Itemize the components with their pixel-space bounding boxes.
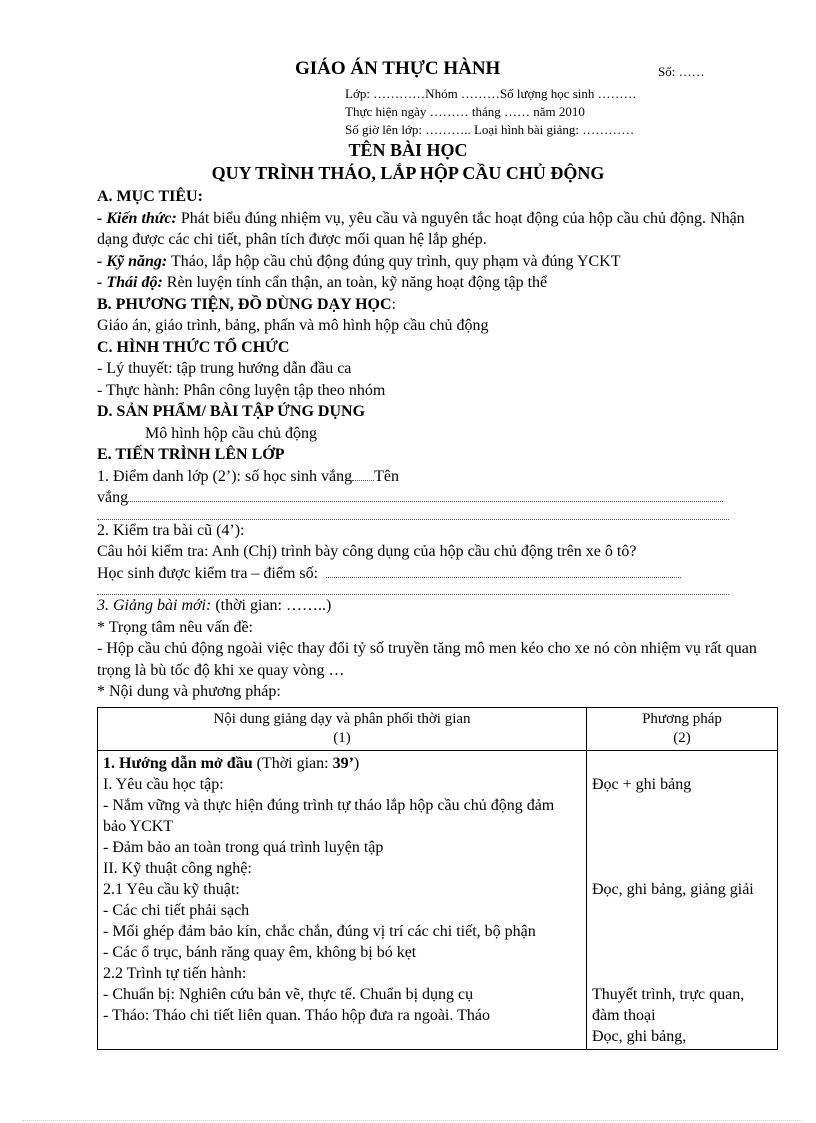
content-method-table: [97, 707, 778, 1050]
section-d-text: Mô hình hộp cầu chủ động: [145, 424, 317, 442]
content-line: - Các chi tiết phải sạch: [103, 902, 250, 919]
content-line: 2.2 Trình tự tiến hành:: [103, 965, 247, 982]
attendance-name-label: Tên: [374, 467, 399, 485]
section-d-title: D. SẢN PHẨM/ BÀI TẬP ỨNG DỤNG: [97, 403, 366, 420]
ky-nang-paragraph: [97, 251, 777, 273]
new-lesson-line: [97, 595, 777, 617]
content-line: I. Yêu cầu học tập:: [103, 776, 224, 793]
column-1-header: Nội dung giảng dạy và phân phối thời gian: [213, 711, 471, 727]
kien-thuc-label: - Kiến thức:: [97, 209, 177, 227]
column-2-header: Phương pháp: [642, 711, 722, 727]
method-entry: Đọc, ghi bảng, giảng giải: [592, 881, 754, 898]
content-line: - Nắm vững và thực hiện đúng trình tự tháo lắp hộp cầu chủ động đảm bảo YCKT: [103, 797, 555, 835]
dotted-line: [97, 509, 729, 520]
table-header-row: [98, 708, 778, 751]
absent-count-blank: [352, 470, 374, 481]
focus-title: * Trọng tâm nêu vấn đề:: [97, 618, 253, 636]
content-line: II. Kỹ thuật công nghệ:: [103, 860, 252, 877]
focus-text: - Hộp cầu chủ động ngoài việc thay đổi tỷ số truyền tăng mô men kéo cho xe nó còn nhiệm vụ rất quan trọng là bù tốc độ khi xe quay vòng …: [97, 640, 757, 679]
intro-title: [103, 753, 581, 774]
date-line: Thực hiện ngày ……… tháng …… năm 2010: [345, 104, 585, 119]
table-header-method: [587, 708, 778, 751]
section-b-title: B. PHƯƠNG TIỆN, ĐỒ DÙNG DẠY HỌC: [97, 295, 392, 313]
content-line: - Mối ghép đảm bảo kín, chắc chắn, đúng vị trí các chi tiết, bộ phận: [103, 923, 536, 940]
content-line: - Tháo: Tháo chi tiết liên quan. Tháo hộp đưa ra ngoài. Tháo: [103, 1007, 490, 1024]
kien-thuc-paragraph: [97, 208, 777, 251]
attendance-line: [97, 466, 777, 488]
method-entry: Đọc + ghi bảng: [592, 776, 692, 793]
method-entry: Đọc, ghi bảng,: [592, 1028, 687, 1045]
absent-label: vắng: [97, 489, 129, 506]
page-footer-divider: [22, 1120, 802, 1121]
old-lesson-check-title: 2. Kiểm tra bài cũ (4’):: [97, 521, 245, 539]
intro-close: ): [353, 755, 360, 772]
student-score-line: [97, 563, 777, 585]
check-question: Câu hỏi kiểm tra: Anh (Chị) trình bày công dụng của hộp cầu chủ động trên xe ô tô?: [97, 543, 637, 560]
absent-names-blank: [128, 491, 723, 502]
attendance-label: 1. Điểm danh lớp (2’): số học sinh vắng: [97, 467, 353, 485]
thai-do-paragraph: [97, 272, 777, 294]
section-a-title: A. MỤC TIÊU:: [97, 188, 203, 205]
lesson-number: Số: ……: [658, 64, 705, 79]
intro-title-rest: (Thời gian:: [252, 755, 333, 772]
section-b-text: Giáo án, giáo trình, bảng, phấn và mô hình hộp cầu chủ động: [97, 317, 489, 334]
dotted-line: [97, 584, 729, 595]
section-c-line-2: - Thực hành: Phân công luyện tập theo nhóm: [97, 381, 386, 399]
content-line: - Đảm bảo an toàn trong quá trình luyện tập: [103, 839, 384, 856]
thai-do-label: - Thái độ:: [97, 274, 163, 291]
content-line: - Chuẩn bị: Nghiên cứu bản vẽ, thực tế. Chuẩn bị dụng cụ: [103, 986, 474, 1003]
new-lesson-time: (thời gian: ……..): [211, 597, 332, 614]
table-row: [98, 751, 778, 1050]
lesson-name: QUY TRÌNH THÁO, LẮP HỘP CẦU CHỦ ĐỘNG: [211, 163, 605, 183]
content-method-title: * Nội dung và phương pháp:: [97, 683, 281, 700]
section-c-title: C. HÌNH THỨC TỔ CHỨC: [97, 338, 290, 356]
hours-line: Số giờ lên lớp: ……….. Loại hình bài giảng: …………: [345, 122, 635, 137]
content-cell: [98, 751, 587, 1050]
table-header-content: [98, 708, 587, 751]
method-entry: Thuyết trình, trực quan, đàm thoại: [592, 986, 745, 1024]
kien-thuc-text: Phát biểu đúng nhiệm vụ, yêu cầu và nguyên tắc hoạt động của hộp cầu chủ động. Nhận dạng được các chi tiết, phân tích được mối quan hệ lắp ghép.: [97, 209, 745, 248]
ky-nang-label: - Kỹ năng:: [97, 252, 168, 270]
intro-title-bold: 1. Hướng dẫn mở đầu: [103, 755, 253, 772]
class-info-line: Lớp: …………Nhóm ………Số lượng học sinh ………: [345, 86, 637, 101]
section-b-title-line: [97, 294, 777, 316]
method-cell: [587, 751, 778, 1050]
lesson-heading: TÊN BÀI HỌC: [348, 140, 468, 160]
content-line: 2.1 Yêu cầu kỹ thuật:: [103, 881, 240, 898]
ky-nang-text: Tháo, lắp hộp cầu chủ động đúng quy trình, quy phạm và đúng YCKT: [167, 252, 621, 270]
column-2-number: (2): [673, 730, 691, 746]
absent-names-line: [97, 487, 777, 509]
section-b-colon: :: [391, 295, 396, 313]
document-body: [97, 186, 777, 703]
intro-time: 39’: [332, 755, 354, 772]
column-1-number: (1): [333, 730, 351, 746]
content-line: - Các ổ trục, bánh răng quay êm, không bị bó kẹt: [103, 944, 417, 961]
thai-do-text: Rèn luyện tính cẩn thận, an toàn, kỹ năng hoạt động tập thể: [162, 274, 548, 291]
section-c-line-1: - Lý thuyết: tập trung hướng dẫn đầu ca: [97, 360, 352, 377]
section-e-title: E. TIẾN TRÌNH LÊN LỚP: [97, 446, 285, 463]
new-lesson-label: 3. Giảng bài mới:: [97, 597, 212, 614]
document-title: GIÁO ÁN THỰC HÀNH: [295, 58, 501, 79]
score-blank: [326, 567, 681, 578]
student-score-label: Học sinh được kiểm tra – điểm số:: [97, 564, 319, 582]
